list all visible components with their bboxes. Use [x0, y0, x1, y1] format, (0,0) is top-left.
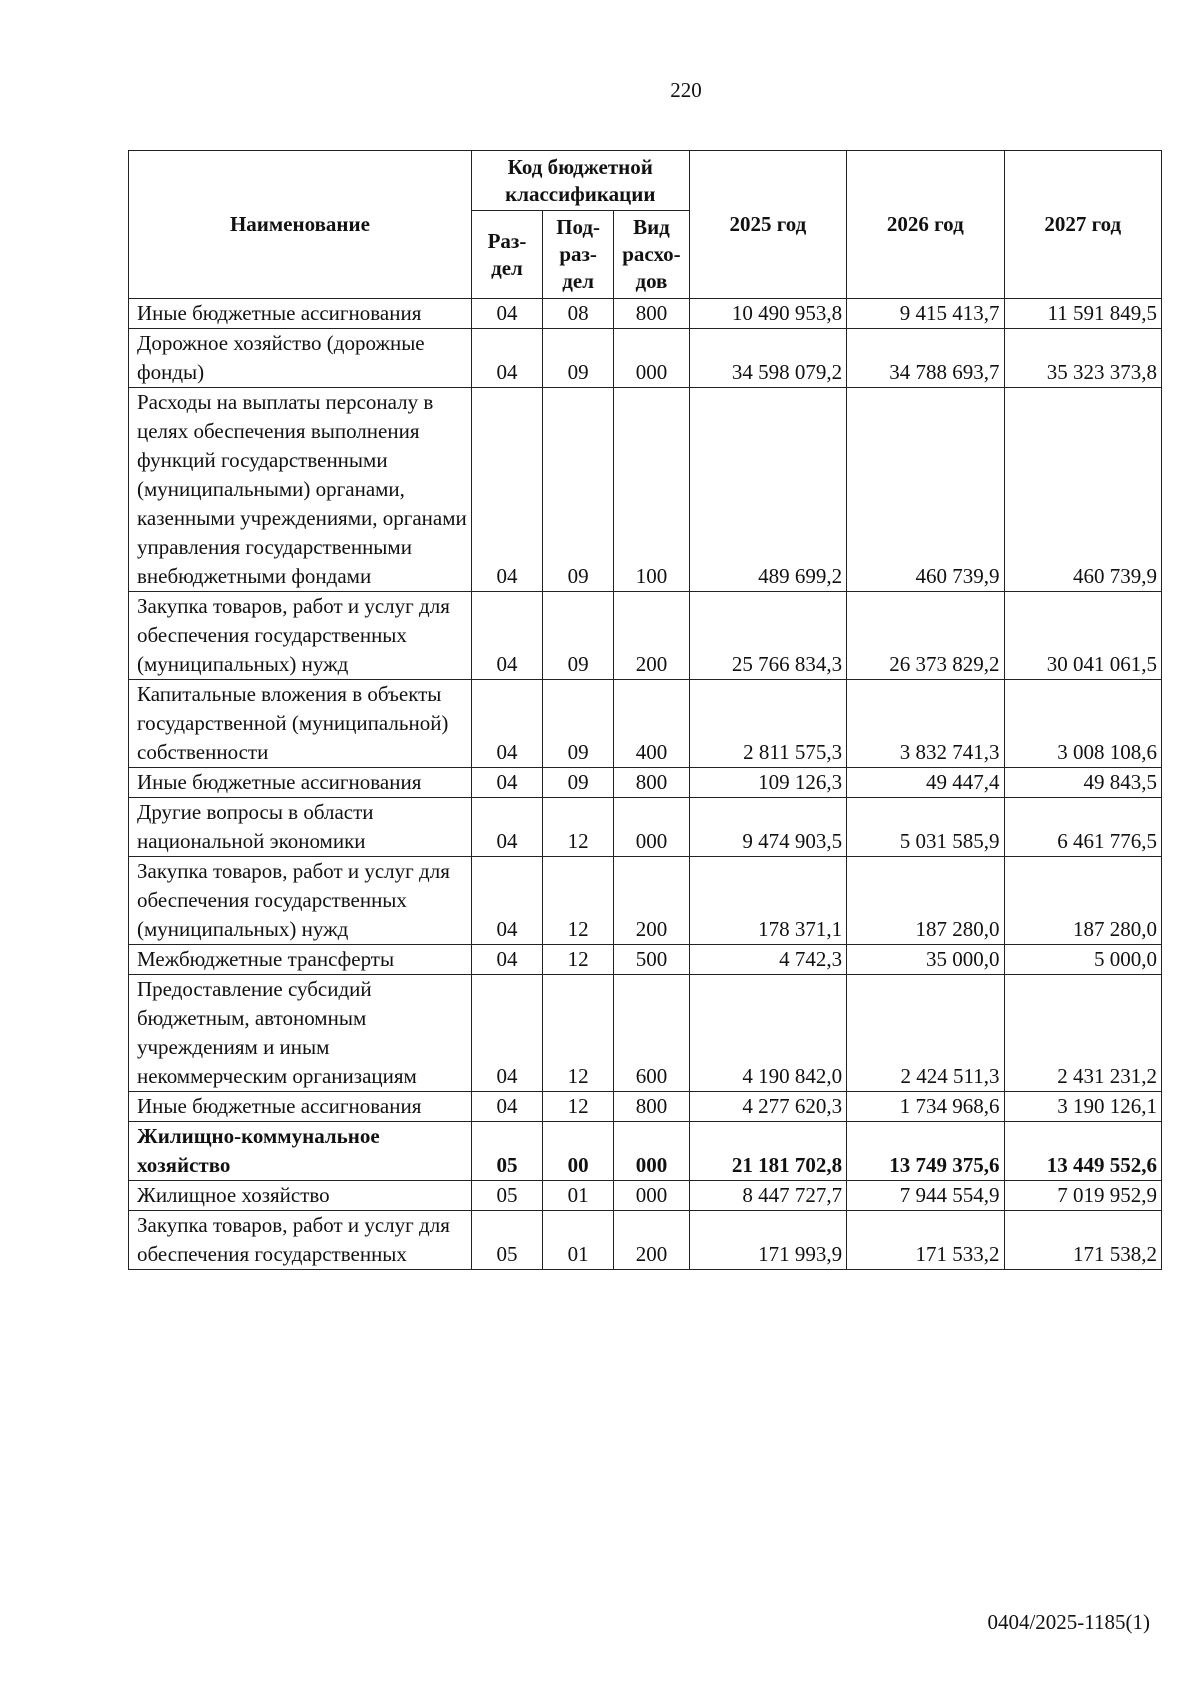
cell-podrazdel: 09 [543, 680, 614, 768]
table-row [129, 329, 1162, 388]
cell-2026: 460 739,9 [847, 388, 1004, 592]
header-2025: 2025 год [689, 151, 846, 299]
header-name: Наименование [129, 151, 472, 299]
cell-vid: 200 [614, 857, 689, 945]
cell-name: Дорожное хозяйство (дорожные фонды) [129, 329, 472, 388]
cell-vid: 000 [614, 329, 689, 388]
cell-2027: 5 000,0 [1004, 945, 1161, 975]
header-vid: Вид расхо-дов [614, 211, 689, 299]
cell-2027: 49 843,5 [1004, 768, 1161, 798]
header-code-group: Код бюджетной классификации [471, 151, 689, 211]
cell-2025: 109 126,3 [689, 768, 846, 798]
cell-razdel: 04 [471, 1092, 542, 1122]
cell-2026: 49 447,4 [847, 768, 1004, 798]
cell-2025: 34 598 079,2 [689, 329, 846, 388]
cell-2025: 21 181 702,8 [689, 1122, 846, 1181]
cell-vid: 800 [614, 768, 689, 798]
cell-2026: 26 373 829,2 [847, 592, 1004, 680]
cell-vid: 400 [614, 680, 689, 768]
cell-podrazdel: 12 [543, 798, 614, 857]
cell-name: Иные бюджетные ассигнования [129, 768, 472, 798]
cell-name: Жилищно-коммунальное хозяйство [129, 1122, 472, 1181]
cell-podrazdel: 09 [543, 329, 614, 388]
cell-2025: 25 766 834,3 [689, 592, 846, 680]
cell-2026: 13 749 375,6 [847, 1122, 1004, 1181]
cell-razdel: 04 [471, 945, 542, 975]
cell-podrazdel: 12 [543, 857, 614, 945]
table-row [129, 1181, 1162, 1211]
cell-2025: 489 699,2 [689, 388, 846, 592]
table-row [129, 388, 1162, 592]
cell-razdel: 04 [471, 299, 542, 329]
cell-2025: 4 277 620,3 [689, 1092, 846, 1122]
cell-name: Закупка товаров, работ и услуг для обеспечения государственных (муниципальных) нужд [129, 592, 472, 680]
cell-2025: 10 490 953,8 [689, 299, 846, 329]
cell-2027: 7 019 952,9 [1004, 1181, 1161, 1211]
cell-2026: 7 944 554,9 [847, 1181, 1004, 1211]
table-row [129, 299, 1162, 329]
document-id: 0404/2025-1185(1) [987, 1610, 1150, 1634]
cell-vid: 100 [614, 388, 689, 592]
cell-razdel: 05 [471, 1122, 542, 1181]
cell-podrazdel: 00 [543, 1122, 614, 1181]
cell-razdel: 04 [471, 857, 542, 945]
cell-2026: 171 533,2 [847, 1211, 1004, 1270]
cell-2026: 1 734 968,6 [847, 1092, 1004, 1122]
cell-name: Закупка товаров, работ и услуг для обеспечения государственных [129, 1211, 472, 1270]
header-2027: 2027 год [1004, 151, 1161, 299]
cell-razdel: 04 [471, 388, 542, 592]
cell-podrazdel: 09 [543, 592, 614, 680]
table-row [129, 975, 1162, 1092]
cell-vid: 800 [614, 299, 689, 329]
cell-2025: 178 371,1 [689, 857, 846, 945]
cell-name: Межбюджетные трансферты [129, 945, 472, 975]
cell-vid: 500 [614, 945, 689, 975]
table-row [129, 1122, 1162, 1181]
cell-2025: 9 474 903,5 [689, 798, 846, 857]
cell-razdel: 04 [471, 592, 542, 680]
cell-2026: 34 788 693,7 [847, 329, 1004, 388]
header-podrazdel: Под-раз-дел [543, 211, 614, 299]
cell-name: Закупка товаров, работ и услуг для обеспечения государственных (муниципальных) нужд [129, 857, 472, 945]
cell-name: Капитальные вложения в объекты государственной (муниципальной) собственности [129, 680, 472, 768]
cell-vid: 000 [614, 798, 689, 857]
cell-2025: 2 811 575,3 [689, 680, 846, 768]
cell-2026: 9 415 413,7 [847, 299, 1004, 329]
cell-2027: 2 431 231,2 [1004, 975, 1161, 1092]
cell-2026: 187 280,0 [847, 857, 1004, 945]
header-2026: 2026 год [847, 151, 1004, 299]
cell-name: Иные бюджетные ассигнования [129, 1092, 472, 1122]
cell-2025: 171 993,9 [689, 1211, 846, 1270]
cell-2026: 3 832 741,3 [847, 680, 1004, 768]
cell-2025: 8 447 727,7 [689, 1181, 846, 1211]
cell-2025: 4 190 842,0 [689, 975, 846, 1092]
table-body [129, 299, 1162, 1270]
cell-2026: 5 031 585,9 [847, 798, 1004, 857]
cell-razdel: 04 [471, 768, 542, 798]
cell-2027: 3 008 108,6 [1004, 680, 1161, 768]
cell-podrazdel: 08 [543, 299, 614, 329]
cell-podrazdel: 09 [543, 768, 614, 798]
table-row [129, 857, 1162, 945]
cell-podrazdel: 01 [543, 1211, 614, 1270]
cell-name: Жилищное хозяйство [129, 1181, 472, 1211]
table-row [129, 945, 1162, 975]
cell-2027: 30 041 061,5 [1004, 592, 1161, 680]
table-row [129, 1211, 1162, 1270]
cell-vid: 000 [614, 1122, 689, 1181]
cell-razdel: 04 [471, 975, 542, 1092]
cell-vid: 000 [614, 1181, 689, 1211]
table-row [129, 680, 1162, 768]
cell-vid: 200 [614, 592, 689, 680]
cell-2027: 11 591 849,5 [1004, 299, 1161, 329]
cell-name: Предоставление субсидий бюджетным, автономным учреждениям и иным некоммерческим организациям [129, 975, 472, 1092]
cell-podrazdel: 09 [543, 388, 614, 592]
cell-2027: 35 323 373,8 [1004, 329, 1161, 388]
cell-2027: 3 190 126,1 [1004, 1092, 1161, 1122]
page-number: 220 [670, 78, 702, 102]
cell-2027: 460 739,9 [1004, 388, 1161, 592]
cell-2026: 2 424 511,3 [847, 975, 1004, 1092]
cell-podrazdel: 01 [543, 1181, 614, 1211]
table-row [129, 798, 1162, 857]
cell-name: Другие вопросы в области национальной экономики [129, 798, 472, 857]
cell-2025: 4 742,3 [689, 945, 846, 975]
header-razdel: Раз-дел [471, 211, 542, 299]
cell-vid: 200 [614, 1211, 689, 1270]
cell-2027: 6 461 776,5 [1004, 798, 1161, 857]
cell-podrazdel: 12 [543, 945, 614, 975]
cell-razdel: 05 [471, 1181, 542, 1211]
cell-razdel: 04 [471, 680, 542, 768]
cell-name: Расходы на выплаты персоналу в целях обеспечения выполнения функций государственными (муниципальными) органами, казенными учреждениями, органами управления государственными внебюджетными фондами [129, 388, 472, 592]
cell-2027: 171 538,2 [1004, 1211, 1161, 1270]
cell-podrazdel: 12 [543, 1092, 614, 1122]
cell-razdel: 04 [471, 329, 542, 388]
cell-2027: 187 280,0 [1004, 857, 1161, 945]
cell-razdel: 04 [471, 798, 542, 857]
cell-2026: 35 000,0 [847, 945, 1004, 975]
cell-2027: 13 449 552,6 [1004, 1122, 1161, 1181]
table-row [129, 768, 1162, 798]
budget-table [128, 150, 1162, 1270]
table-row [129, 592, 1162, 680]
cell-name: Иные бюджетные ассигнования [129, 299, 472, 329]
cell-vid: 600 [614, 975, 689, 1092]
cell-vid: 800 [614, 1092, 689, 1122]
cell-podrazdel: 12 [543, 975, 614, 1092]
cell-razdel: 05 [471, 1211, 542, 1270]
table-row [129, 1092, 1162, 1122]
